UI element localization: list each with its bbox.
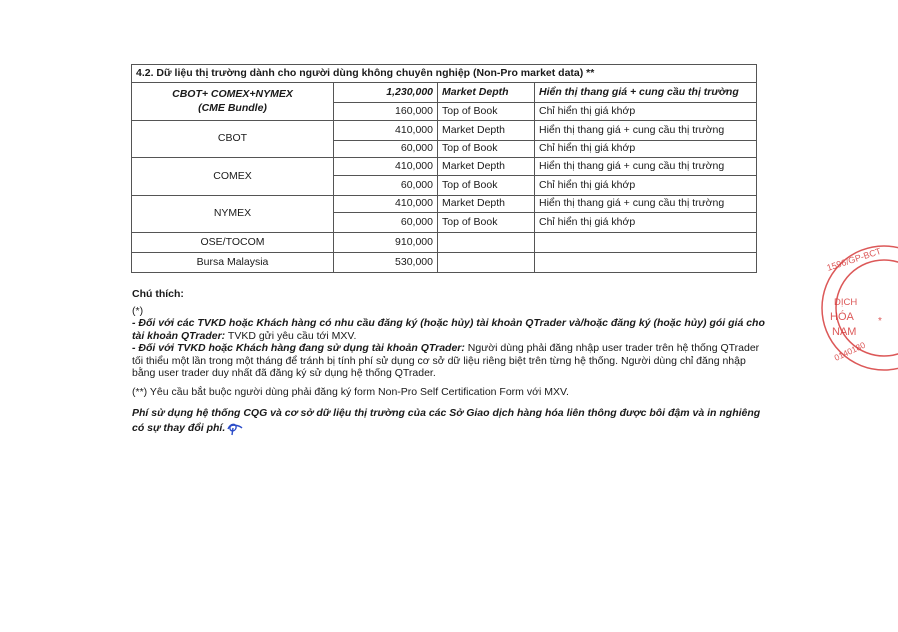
type-cell: Top of Book [438, 140, 535, 158]
table-row [132, 120, 757, 140]
desc-cell: Chỉ hiển thị giá khớp [535, 213, 757, 233]
type-cell: Market Depth [438, 158, 535, 176]
note-2 [132, 342, 772, 380]
price-cell: 910,000 [334, 233, 438, 253]
market-data-table [131, 64, 757, 273]
type-cell: Market Depth [438, 195, 535, 213]
svg-text:DỊCH: DỊCH [834, 297, 858, 308]
desc-cell: Hiển thị thang giá + cung cầu thị trường [535, 120, 757, 140]
table-row [132, 253, 757, 273]
price-cell: 60,000 [334, 175, 438, 195]
svg-text:NAM: NAM [832, 326, 857, 338]
table-row [132, 195, 757, 213]
note-star-marker: (*) [132, 304, 144, 317]
svg-text:HÓA: HÓA [830, 311, 854, 323]
price-cell: 60,000 [334, 213, 438, 233]
desc-cell: Chỉ hiển thị giá khớp [535, 175, 757, 195]
final-note [132, 407, 772, 436]
table-row [132, 233, 757, 253]
empty-cell [535, 253, 757, 273]
price-cell: 410,000 [334, 120, 438, 140]
table-title: 4.2. Dữ liệu thị trường dành cho người dùng không chuyên nghiệp (Non-Pro market data) ** [132, 65, 757, 83]
type-cell: Top of Book [438, 175, 535, 195]
note-1 [132, 317, 772, 342]
desc-cell: Hiển thị thang giá + cung cầu thị trường [535, 83, 757, 103]
bundle-name-line2: (CME Bundle) [198, 102, 267, 115]
type-cell: Market Depth [438, 83, 535, 103]
price-cell: 530,000 [334, 253, 438, 273]
exchange-name-cell: CBOT [132, 120, 334, 158]
company-seal-stamp [818, 238, 898, 378]
price-cell: 160,000 [334, 103, 438, 121]
price-cell: 60,000 [334, 140, 438, 158]
notes-section [132, 288, 772, 436]
svg-text:*: * [878, 316, 882, 327]
desc-cell: Chỉ hiển thị giá khớp [535, 103, 757, 121]
bundle-name-cell [132, 83, 334, 121]
svg-text:0140180: 0140180 [832, 339, 867, 363]
note-2-lead: - Đối với TVKD hoặc Khách hàng đang sử dụng tài khoản QTrader: [132, 342, 465, 354]
exchange-name-cell: OSE/TOCOM [132, 233, 334, 253]
price-cell: 1,230,000 [334, 83, 438, 103]
note-2-text: Người dùng phải đăng nhập user trader trên hệ thống QTrader tối thiểu một lần trong một tháng để tránh bị tính phí sử dụng cơ sở dữ liệu riêng biệt trên từng hệ thống. Người dùng chỉ đăng nhập bằng user trader duy nhất đã đăng ký sử dụng hệ thống QTrader. [132, 342, 760, 379]
table-row [132, 158, 757, 176]
empty-cell [438, 233, 535, 253]
desc-cell: Hiển thị thang giá + cung cầu thị trường [535, 195, 757, 213]
desc-cell: Hiển thị thang giá + cung cầu thị trường [535, 158, 757, 176]
desc-cell: Chỉ hiển thị giá khớp [535, 140, 757, 158]
svg-text:1596/GP-BCT: 1596/GP-BCT [825, 245, 883, 273]
price-cell: 410,000 [334, 195, 438, 213]
type-cell: Top of Book [438, 103, 535, 121]
type-cell: Market Depth [438, 120, 535, 140]
note-double-star: (**) Yêu cầu bắt buộc người dùng phải đăng ký form Non-Pro Self Certification Form với MXV. [132, 385, 569, 398]
exchange-name-cell: NYMEX [132, 195, 334, 233]
exchange-name-cell: Bursa Malaysia [132, 253, 334, 273]
exchange-name-cell: COMEX [132, 158, 334, 196]
price-cell: 410,000 [334, 158, 438, 176]
empty-cell [438, 253, 535, 273]
table-row [132, 83, 757, 103]
bundle-name-line1: CBOT+ COMEX+NYMEX [172, 88, 293, 101]
note-1-lead: - Đối với các TVKD hoặc Khách hàng có nhu cầu đăng ký (hoặc hủy) tài khoản QTrader và/hoặc đăng ký (hoặc hủy) gói giá cho tài khoản QTrader: [132, 317, 765, 342]
empty-cell [535, 233, 757, 253]
type-cell: Top of Book [438, 213, 535, 233]
note-1-text: TVKD gửi yêu cầu tới MXV. [225, 329, 357, 342]
notes-heading: Chú thích: [132, 288, 184, 300]
initial-signature-icon [225, 420, 245, 436]
final-note-text: Phí sử dụng hệ thống CQG và cơ sở dữ liệu thị trường của các Sở Giao dịch hàng hóa liên thông được bôi đậm và in nghiêng có sự thay đổi phí. [132, 407, 761, 434]
